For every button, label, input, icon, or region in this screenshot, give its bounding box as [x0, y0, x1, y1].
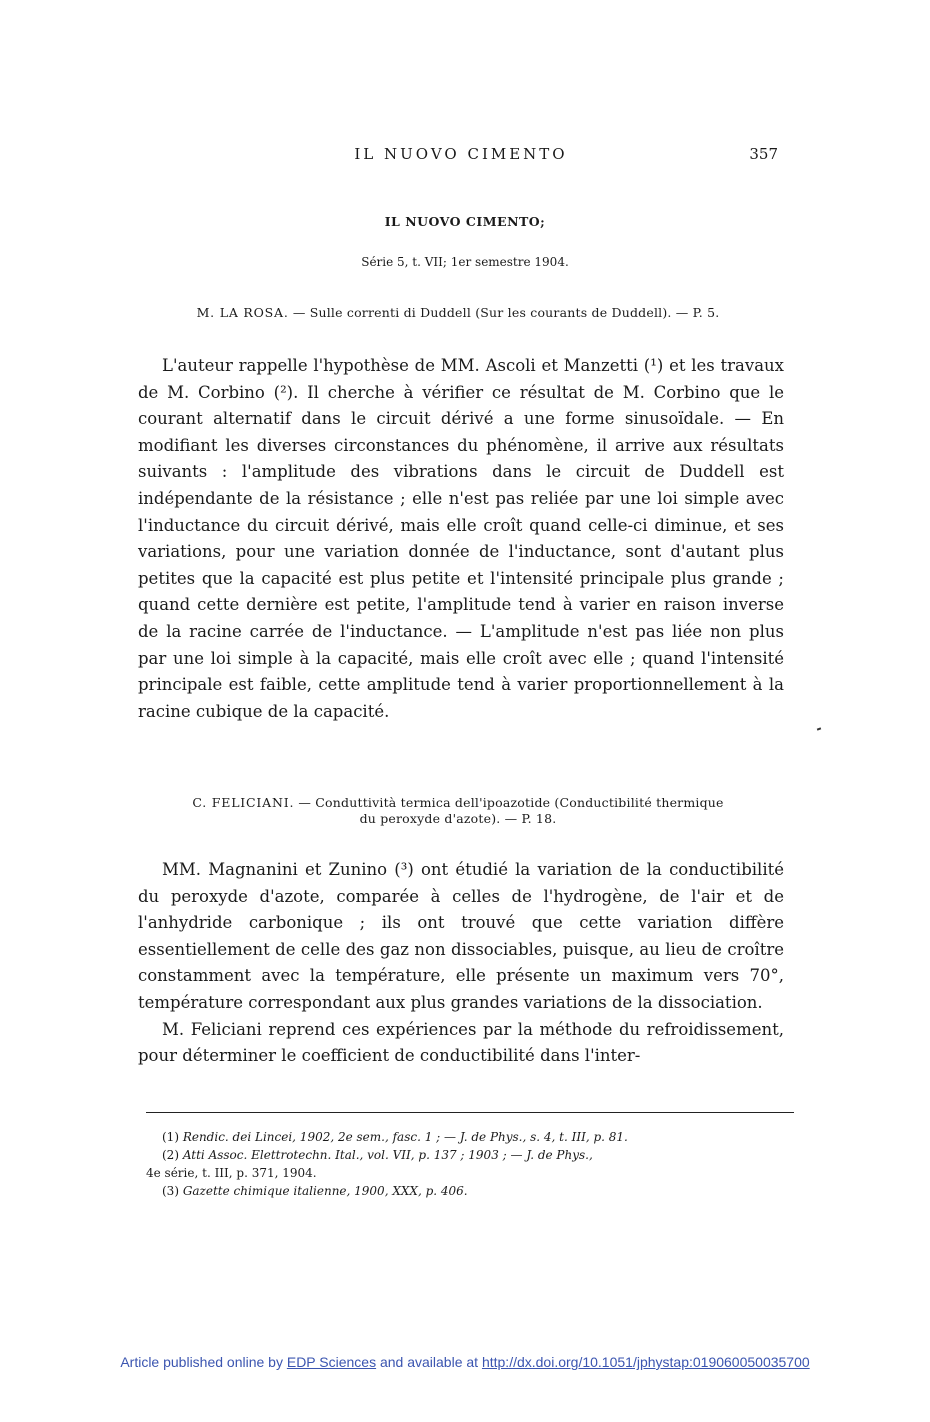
article-heading-feliciani	[132, 795, 784, 827]
article-author: C. FELICIANI.	[192, 795, 295, 810]
body-paragraph: MM. Magnanini et Zunino (³) ont étudié la variation de la conductibilité du peroxyde d'azote, comparée à celles de l'hydrogène, de l'air et de l'anhydride carbonique ; ils ont trouvé que cette variation diffère essentiellement de celle des gaz non dissociables, puisque, au lieu de croître constamment avec la température, elle présente un maximum vers 70°, température correspondant aux plus grandes variations de la dissociation.	[138, 860, 784, 1012]
footnote-mark: (3)	[162, 1184, 179, 1198]
page-number: 357	[749, 145, 778, 163]
notice-prefix: Article published online by	[120, 1354, 287, 1370]
article-body-la-rosa	[138, 353, 784, 725]
article-body-feliciani	[138, 857, 784, 1070]
footnote-mark: (1)	[162, 1130, 179, 1144]
article-title: — Sulle correnti di Duddell (Sur les courants de Duddell). — P. 5.	[288, 305, 720, 320]
footnote-rule	[146, 1112, 794, 1113]
body-paragraph: L'auteur rappelle l'hypothèse de MM. Ascoli et Manzetti (¹) et les travaux de M. Corbino (²). Il cherche à vérifier ce résultat de M. Corbino que le courant alternatif dans le circuit dérivé a une forme sinusoïdale. — En modifiant les diverses circonstances du phénomène, il arrive aux résultats suivants : l'amplitude des vibrations dans le circuit de Duddell est indépendante de la résistance ; elle n'est pas reliée par une loi simple avec l'inductance du circuit dérivé, mais elle croît quand celle-ci diminue, et ses variations, pour une variation donnée de l'inductance, sont d'autant plus petites que la capacité est plus petite et l'intensité principale plus grande ; quand cette dernière est petite, l'amplitude tend à varier en raison inverse de la racine carrée de l'inductance. — L'amplitude n'est pas liée non plus par une loi simple à la capacité, mais elle croît avec elle ; quand l'intensité principale est faible, cette amplitude tend à varier proportionnellement à la racine cubique de la capacité.	[138, 356, 784, 721]
doi-link[interactable]: http://dx.doi.org/10.1051/jphystap:019060050035700	[481, 1354, 810, 1370]
footnote-2-continued: 4e série, t. III, p. 371, 1904.	[146, 1166, 317, 1180]
publisher-link[interactable]: EDP Sciences	[286, 1354, 377, 1370]
series-line: Série 5, t. VII; 1er semestre 1904.	[361, 255, 569, 269]
running-head	[140, 145, 782, 165]
footnote-text: Rendic. dei Lincei, 1902, 2e sem., fasc. 1 ; — J. de Phys., s. 4, t. III, p. 81.	[179, 1130, 628, 1144]
footnote-2	[146, 1146, 794, 1164]
footnote-text: Gazette chimique italienne, 1900, XXX, p. 406.	[179, 1184, 468, 1198]
footnote-3	[146, 1182, 794, 1200]
journal-title: IL NUOVO CIMENTO;	[384, 214, 546, 229]
stray-mark	[817, 727, 821, 730]
notice-middle: and available at	[376, 1354, 482, 1370]
footnote-1	[146, 1128, 794, 1146]
article-heading-la-rosa	[132, 305, 784, 321]
article-title-line1: — Conduttività termica dell'ipoazotide (Conductibilité thermique	[294, 795, 724, 810]
article-author: M. LA ROSA.	[196, 305, 289, 320]
footnotes	[146, 1128, 794, 1200]
publication-notice	[0, 1354, 930, 1370]
running-title: IL NUOVO CIMENTO	[354, 145, 568, 163]
body-paragraph: M. Feliciani reprend ces expériences par la méthode du refroidissement, pour déterminer le coefficient de conductibilité dans l'inter-	[138, 1019, 784, 1066]
footnote-mark: (2)	[162, 1148, 179, 1162]
article-title-line2: du peroxyde d'azote). — P. 18.	[359, 811, 557, 826]
footnote-text: Atti Assoc. Elettrotechn. Ital., vol. VII, p. 137 ; 1903 ; — J. de Phys.,	[179, 1148, 593, 1162]
